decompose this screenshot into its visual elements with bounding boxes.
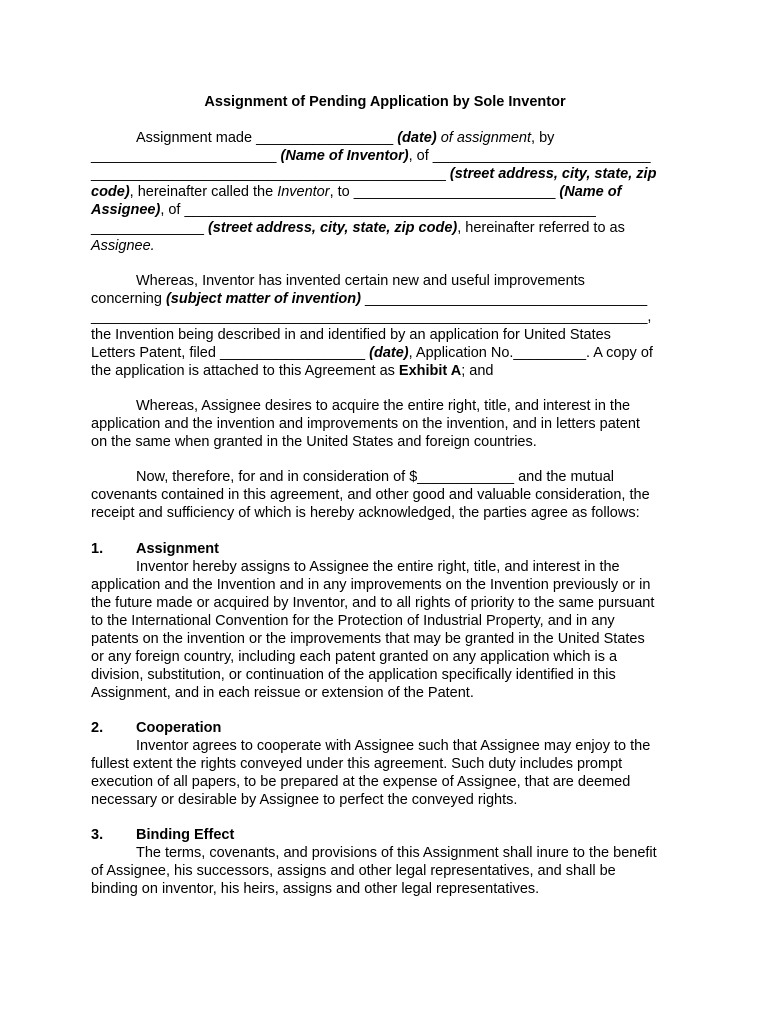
assignee-term: Assignee.: [91, 238, 155, 254]
whereas1-line: [91, 362, 691, 380]
preamble-line-6: [91, 219, 691, 237]
whereas1-text: ___________________________________: [360, 291, 648, 307]
preamble-line-4: [91, 183, 691, 201]
section-line: patents on the invention or the improvements that may be granted in the United States: [91, 631, 645, 647]
section-heading-binding-effect: Binding Effect: [136, 827, 235, 843]
exhibit-a-label: Exhibit A: [398, 363, 462, 379]
date-label: (date): [397, 130, 437, 146]
section-line: necessary or desirable by Assignee to perfect the conveyed rights.: [91, 792, 518, 808]
whereas1-line: the Invention being described in and identified by an application for United States: [91, 327, 611, 343]
section-line: to the International Convention for the Protection of Industrial Property, and in any: [91, 613, 615, 629]
whereas1-line: _____________________________________________________________________,: [91, 309, 652, 325]
section-line: application and the Invention and in any improvements on the Invention previously or in: [91, 577, 651, 593]
section-number: 2.: [91, 720, 104, 736]
section-line: Assignment, and in each reissue or extension of the Patent.: [91, 685, 474, 701]
date-label: (date): [369, 345, 409, 361]
whereas1-text: , Application No._________. A copy of: [408, 345, 653, 361]
preamble-text: , by: [531, 130, 555, 146]
now-therefore-line: covenants contained in this agreement, and other good and valuable consideration, the: [91, 487, 650, 503]
whereas2-line: application and the invention and improvements on the invention, and in letters patent: [91, 416, 640, 432]
preamble-text: , hereinafter called the: [129, 184, 278, 200]
section-line: the future made or acquired by Inventor, and to all rights of priority to the same pursuant: [91, 595, 655, 611]
section-line: of Assignee, his successors, assigns and other legal representatives, and shall be: [91, 863, 616, 879]
whereas2-line: on the same when granted in the United States and foreign countries.: [91, 434, 537, 450]
section-line: binding on inventor, his heirs, assigns and other legal representatives.: [91, 881, 540, 897]
whereas1-line: [91, 344, 691, 362]
now-therefore-line: Now, therefore, for and in consideration of $____________ and the mutual: [136, 469, 615, 485]
whereas1-text: the application is attached to this Agreement as: [91, 363, 399, 379]
name-of-assignee-label: (Name of: [559, 184, 622, 200]
section-number: 1.: [91, 541, 104, 557]
section-line: division, substitution, or continuation of the application specifically identified in this: [91, 667, 616, 683]
preamble-text: , hereinafter referred to as: [457, 220, 625, 236]
whereas1-line: [91, 290, 691, 308]
whereas1-line: Whereas, Inventor has invented certain new and useful improvements: [136, 273, 585, 289]
address-label: code): [91, 184, 130, 200]
whereas2-line: Whereas, Assignee desires to acquire the entire right, title, and interest in the: [136, 398, 631, 414]
document-title: Assignment of Pending Application by Sole Inventor: [204, 94, 566, 110]
subject-matter-label: (subject matter of invention): [165, 291, 361, 307]
name-of-inventor-label: (Name of Inventor): [280, 148, 409, 164]
section-heading-cooperation: Cooperation: [136, 720, 222, 736]
section-number: 3.: [91, 827, 104, 843]
preamble-text: , of ___________________________: [408, 148, 651, 164]
of-assignment-text: of assignment: [436, 130, 532, 146]
whereas1-text: ; and: [461, 363, 494, 379]
preamble-text: ____________________________________________: [91, 166, 450, 182]
preamble-text: Assignment made _________________: [136, 130, 398, 146]
preamble-text: ______________: [91, 220, 208, 236]
preamble-text: _______________________: [91, 148, 281, 164]
preamble-text: , of ___________________________________________________: [160, 202, 596, 218]
now-therefore-line: receipt and sufficiency of which is hereby acknowledged, the parties agree as follows:: [91, 505, 640, 521]
preamble-line-2: [91, 147, 691, 165]
preamble-line-1: [136, 129, 736, 147]
section-line: or any foreign country, including each patent granted on any application which is a: [91, 649, 618, 665]
section-line: Inventor hereby assigns to Assignee the entire right, title, and interest in the: [136, 559, 620, 575]
inventor-term: Inventor: [277, 184, 330, 200]
section-line: The terms, covenants, and provisions of this Assignment shall inure to the benefit: [136, 845, 657, 861]
preamble-text: , to _________________________: [329, 184, 560, 200]
section-line: execution of all papers, to be prepared at the expense of Assignee, that are deemed: [91, 774, 631, 790]
preamble-line-3: [91, 165, 691, 183]
section-line: fullest extent the rights conveyed under this agreement. Such duty includes prompt: [91, 756, 623, 772]
section-line: Inventor agrees to cooperate with Assignee such that Assignee may enjoy to the: [136, 738, 651, 754]
whereas1-text: concerning: [91, 291, 166, 307]
address-label: (street address, city, state, zip: [449, 166, 657, 182]
preamble-line-5: [91, 201, 691, 219]
section-heading-assignment: Assignment: [136, 541, 219, 557]
address-label: (street address, city, state, zip code): [207, 220, 458, 236]
name-of-assignee-label: Assignee): [91, 202, 161, 218]
whereas1-text: Letters Patent, filed __________________: [91, 345, 370, 361]
